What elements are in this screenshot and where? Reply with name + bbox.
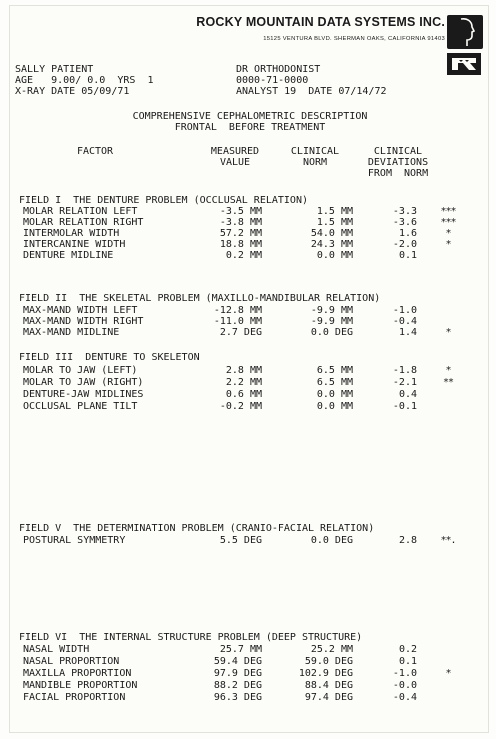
significance-stars: * [445,327,451,338]
norm-cell: 0.0 MM [316,401,353,412]
deviation-cell: -1.0 [392,305,417,316]
deviation-cell: 0.4 [398,389,417,400]
company-logo-icon [447,53,481,75]
norm-cell: 6.5 MM [316,365,353,376]
measured-cell: 2.8 MM [225,365,262,376]
measured-cell: 0.6 MM [225,389,262,400]
significance-stars: * [445,365,451,376]
company-address: 15125 VENTURA BLVD. SHERMAN OAKS, CALIFORNIA 91403 [263,36,445,42]
table-row [10,680,490,691]
norm-cell: 1.5 MM [316,217,353,228]
factor-cell: MAX-MAND MIDLINE [23,327,120,338]
table-row [10,217,490,228]
table-row [10,305,490,316]
report-page [9,5,489,733]
deviation-cell: 0.2 [398,644,417,655]
norm-cell: 6.5 MM [316,377,353,388]
norm-cell: 0.0 DEG [310,535,353,546]
column-header-measured: MEASURED VALUE [210,146,260,168]
table-row [10,327,490,338]
deviation-cell: -0.0 [392,680,417,691]
significance-stars: * [445,668,451,679]
norm-cell: 0.0 MM [316,250,353,261]
company-name: ROCKY MOUNTAIN DATA SYSTEMS INC. [196,15,445,29]
table-row [10,316,490,327]
measured-cell: 57.2 MM [219,228,262,239]
significance-stars: ** [442,377,454,388]
factor-cell: NASAL WIDTH [23,644,90,655]
column-header-deviations: CLINICAL DEVIATIONS FROM NORM [367,146,429,179]
table-row [10,401,490,412]
table-row [10,250,490,261]
field-title: FIELD II THE SKELETAL PROBLEM (MAXILLO-MANDIBULAR RELATION) [19,293,381,304]
factor-cell: MAX-MAND WIDTH LEFT [23,305,138,316]
doctor-name: DR ORTHODONIST [236,64,321,75]
field-title: FIELD VI THE INTERNAL STRUCTURE PROBLEM (DEEP STRUCTURE) [19,632,363,643]
norm-cell: -9.9 MM [310,316,353,327]
factor-cell: DENTURE MIDLINE [23,250,114,261]
norm-cell: 25.2 MM [310,644,353,655]
measured-cell: -11.0 MM [213,316,262,327]
deviation-cell: -0.4 [392,316,417,327]
table-row [10,535,490,546]
deviation-cell: -3.3 [392,206,417,217]
deviation-cell: 1.4 [398,327,417,338]
measured-cell: 0.2 MM [225,250,262,261]
measured-cell: -3.5 MM [219,206,262,217]
table-row [10,389,490,400]
field-title: FIELD I THE DENTURE PROBLEM (OCCLUSAL RELATION) [19,195,308,206]
factor-cell: POSTURAL SYMMETRY [23,535,126,546]
column-header-factor: FACTOR [76,146,114,157]
norm-cell: 1.5 MM [316,206,353,217]
norm-cell: -9.9 MM [310,305,353,316]
column-header-norm: CLINICAL NORM [290,146,340,168]
significance-stars: * [445,239,451,250]
field-title: FIELD V THE DETERMINATION PROBLEM (CRANIO-FACIAL RELATION) [19,523,375,534]
norm-cell: 24.3 MM [310,239,353,250]
measured-cell: -12.8 MM [213,305,262,316]
deviation-cell: 0.1 [398,250,417,261]
measured-cell: 2.7 DEG [219,327,262,338]
factor-cell: MOLAR TO JAW (RIGHT) [23,377,144,388]
factor-cell: MOLAR RELATION RIGHT [23,217,144,228]
measured-cell: -3.8 MM [219,217,262,228]
patient-age: AGE 9.00/ 0.0 YRS 1 [15,75,154,86]
xray-date: X-RAY DATE 05/09/71 [15,86,130,97]
deviation-cell: 2.8 [398,535,417,546]
table-row [10,365,490,376]
norm-cell: 54.0 MM [310,228,353,239]
measured-cell: 88.2 DEG [213,680,262,691]
factor-cell: MOLAR TO JAW (LEFT) [23,365,138,376]
table-row [10,656,490,667]
factor-cell: MAXILLA PROPORTION [23,668,132,679]
deviation-cell: -2.0 [392,239,417,250]
field-title: FIELD III DENTURE TO SKELETON [19,352,200,363]
deviation-cell: 1.6 [398,228,417,239]
report-title: COMPREHENSIVE CEPHALOMETRIC DESCRIPTION [132,111,368,122]
table-row [10,206,490,217]
deviation-cell: 0.1 [398,656,417,667]
factor-cell: MAX-MAND WIDTH RIGHT [23,316,144,327]
deviation-cell: -2.1 [392,377,417,388]
norm-cell: 59.0 DEG [304,656,353,667]
norm-cell: 97.4 DEG [304,692,353,703]
deviation-cell: -0.4 [392,692,417,703]
factor-cell: INTERCANINE WIDTH [23,239,126,250]
factor-cell: INTERMOLAR WIDTH [23,228,120,239]
norm-cell: 102.9 DEG [298,668,353,679]
report-subtitle: FRONTAL BEFORE TREATMENT [174,122,326,133]
factor-cell: NASAL PROPORTION [23,656,120,667]
doctor-id: 0000-71-0000 [236,75,309,86]
patient-name: SALLY PATIENT [15,64,94,75]
norm-cell: 0.0 DEG [310,327,353,338]
measured-cell: 59.4 DEG [213,656,262,667]
norm-cell: 0.0 MM [316,389,353,400]
factor-cell: DENTURE-JAW MIDLINES [23,389,144,400]
table-row [10,692,490,703]
measured-cell: 18.8 MM [219,239,262,250]
measured-cell: 97.9 DEG [213,668,262,679]
factor-cell: FACIAL PROPORTION [23,692,126,703]
table-row [10,228,490,239]
measured-cell: 25.7 MM [219,644,262,655]
factor-cell: MOLAR RELATION LEFT [23,206,138,217]
table-row [10,668,490,679]
analyst-date: ANALYST 19 DATE 07/14/72 [236,86,387,97]
deviation-cell: -3.6 [392,217,417,228]
significance-stars: *** [440,206,456,217]
factor-cell: OCCLUSAL PLANE TILT [23,401,138,412]
measured-cell: -0.2 MM [219,401,262,412]
deviation-cell: -0.1 [392,401,417,412]
table-row [10,644,490,655]
measured-cell: 5.5 DEG [219,535,262,546]
norm-cell: 88.4 DEG [304,680,353,691]
measured-cell: 96.3 DEG [213,692,262,703]
deviation-cell: -1.0 [392,668,417,679]
significance-stars: * [445,228,451,239]
table-row [10,239,490,250]
deviation-cell: -1.8 [392,365,417,376]
head-profile-logo-icon [447,15,483,49]
measured-cell: 2.2 MM [225,377,262,388]
table-row [10,377,490,388]
significance-stars: *** [440,217,456,228]
significance-stars: **. [440,535,456,546]
factor-cell: MANDIBLE PROPORTION [23,680,138,691]
